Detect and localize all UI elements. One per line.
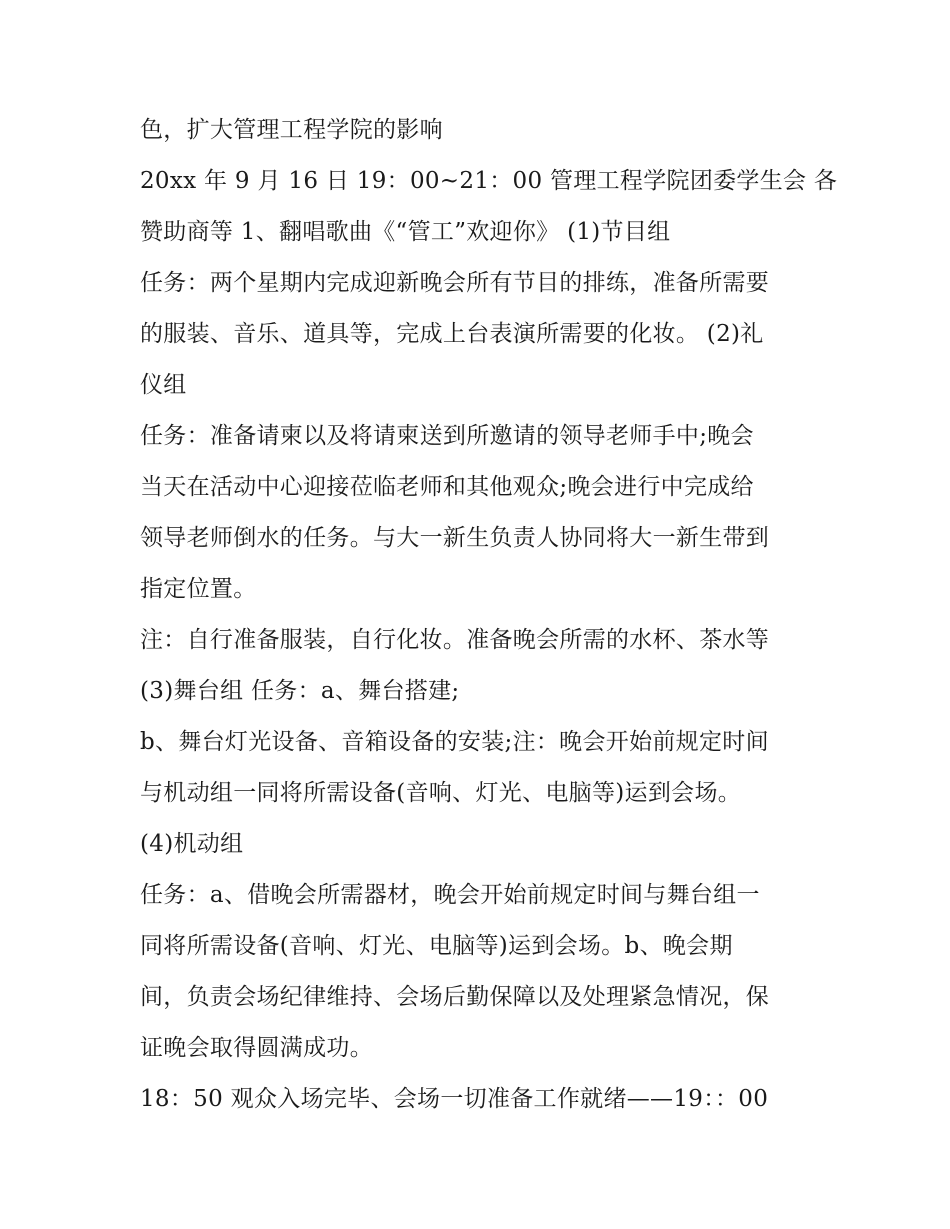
text-line: 18：50 观众入场完毕、会场一切准备工作就绪——19：：00 xyxy=(140,1086,769,1112)
text-line: 间，负责会场纪律维持、会场后勤保障以及处理紧急情况，保 xyxy=(140,984,770,1010)
text-line: (4)机动组 xyxy=(140,831,244,857)
text-line: 证晚会取得圆满成功。 xyxy=(140,1035,373,1061)
text-line: 与机动组一同将所需设备(音响、灯光、电脑等)运到会场。 xyxy=(140,780,742,806)
text-line: b、舞台灯光设备、音箱设备的安装;注：晚会开始前规定时间 xyxy=(140,729,769,755)
document-body xyxy=(140,105,838,1125)
text-line: 指定位置。 xyxy=(140,576,257,602)
text-line: (3)舞台组 任务：a、舞台搭建; xyxy=(140,678,460,704)
text-line: 领导老师倒水的任务。与大一新生负责人协同将大一新生带到 xyxy=(140,525,770,551)
text-line: 任务：准备请柬以及将请柬送到所邀请的领导老师手中;晚会 xyxy=(140,423,754,449)
text-line: 赞助商等 1、翻唱歌曲《“管工”欢迎你》 (1)节目组 xyxy=(140,219,671,245)
text-line: 任务：两个星期内完成迎新晚会所有节目的排练，准备所需要 xyxy=(140,270,770,296)
text-line: 的服装、音乐、道具等，完成上台表演所需要的化妆。 (2)礼 xyxy=(140,321,764,347)
text-line: 仪组 xyxy=(140,372,187,398)
text-line: 同将所需设备(音响、灯光、电脑等)运到会场。b、晚会期 xyxy=(140,933,733,959)
text-line: 20xx 年 9 月 16 日 19：00~21：00 管理工程学院团委学生会 各 xyxy=(140,168,838,194)
text-line: 色，扩大管理工程学院的影响 xyxy=(140,117,443,143)
text-line: 当天在活动中心迎接莅临老师和其他观众;晚会进行中完成给 xyxy=(140,474,754,500)
text-line: 注：自行准备服装，自行化妆。准备晚会所需的水杯、茶水等 xyxy=(140,627,770,653)
text-line: 任务：a、借晚会所需器材，晚会开始前规定时间与舞台组一 xyxy=(140,882,760,908)
